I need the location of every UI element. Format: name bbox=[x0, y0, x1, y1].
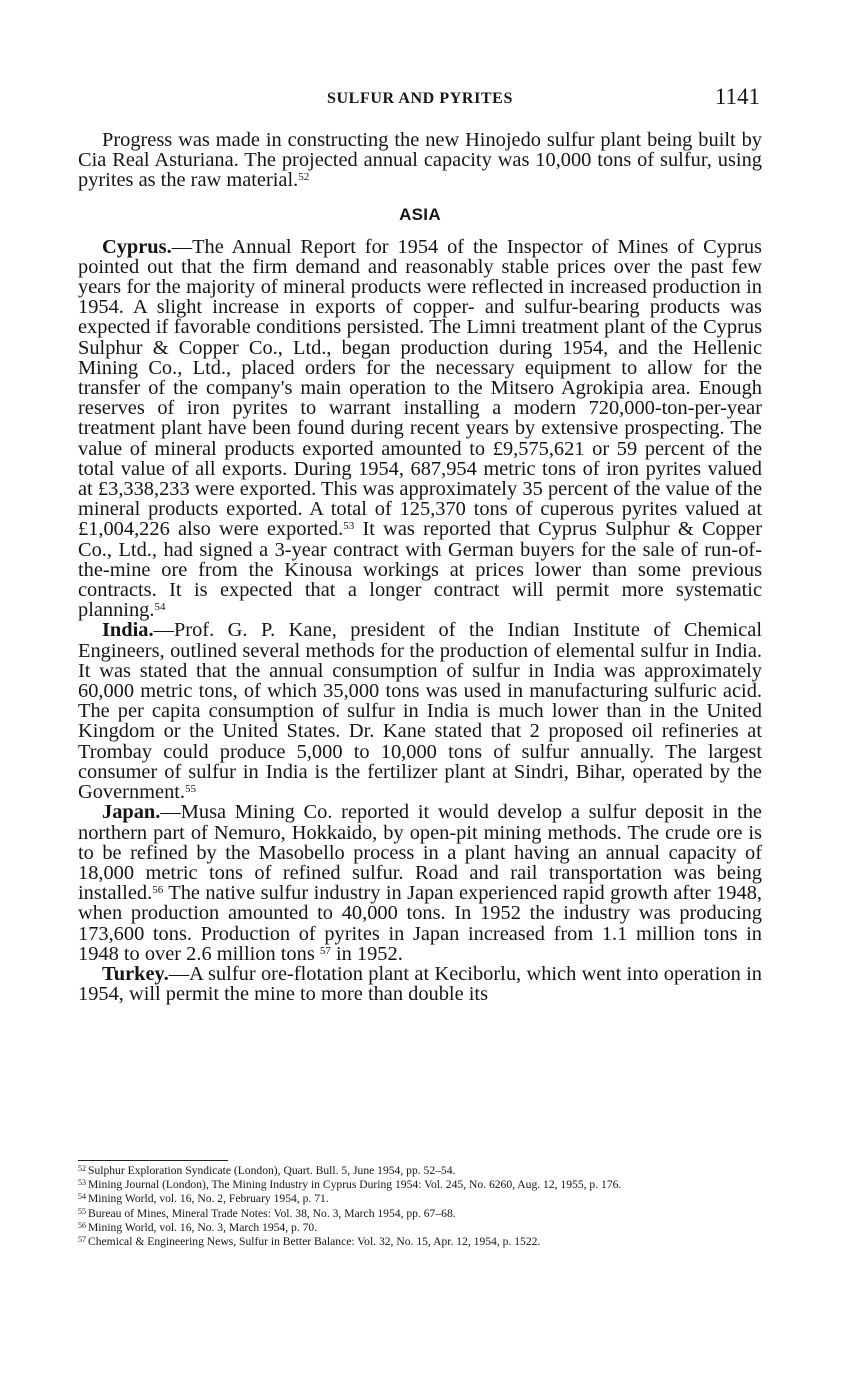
footnote bbox=[78, 1177, 762, 1191]
footnote-ref: 57 bbox=[319, 944, 331, 957]
footnote-number: 54 bbox=[78, 1192, 86, 1202]
footnote-number: 53 bbox=[78, 1178, 86, 1188]
paragraph-text: —Prof. G. P. Kane, president of the Indian Institute of Chemical Engineers, outlined several methods for the production of elemental sulfur in India. It was stated that the annual consumption of sulfur in India was approximately 60,000 metric tons, of which 35,000 tons was used in manufacturing sulfuric acid. The per capita consumption of sulfur in India is much lower than in the United Kingdom or the United States. Dr. Kane stated that 2 proposed oil refineries at Trombay could produce 5,000 to 10,000 tons of sulfur annually. The largest consumer of sulfur in India is the fertilizer plant at Sindri, Bihar, operated by the Government. bbox=[78, 619, 762, 804]
paragraph-turkey bbox=[78, 964, 762, 1004]
paragraph-text: It was reported that Cyprus Sulphur & Copper Co., Ltd., had signed a 3-year contract with German buyers for the sale of run-of-the-mine ore from the Kinousa workings at prices lower than some previous contracts. It is expected that a longer contract will permit more systematic planning. bbox=[78, 518, 762, 622]
paragraph-india bbox=[78, 620, 762, 802]
footnote-number: 57 bbox=[78, 1235, 86, 1245]
footnotes bbox=[78, 1163, 762, 1248]
footnote-text: Bureau of Mines, Mineral Trade Notes: Vol. 38, No. 3, March 1954, pp. 67–68. bbox=[88, 1206, 456, 1220]
paragraph-cyprus bbox=[78, 237, 762, 621]
page-number: 1141 bbox=[714, 84, 760, 109]
paragraph-text: —A sulfur ore-flotation plant at Keciborlu, which went into operation in 1954, will permit the mine to more than double its bbox=[78, 962, 762, 1006]
footnote-number: 55 bbox=[78, 1206, 86, 1216]
footnote-text: Mining World, vol. 16, No. 3, March 1954, p. 70. bbox=[88, 1220, 318, 1234]
footnote-text: Mining World, vol. 16, No. 2, February 1954, p. 71. bbox=[88, 1192, 329, 1206]
footnote-rule bbox=[78, 1160, 228, 1161]
footnote-number: 56 bbox=[78, 1220, 86, 1230]
footnote-text: Chemical & Engineering News, Sulfur in Better Balance: Vol. 32, No. 15, Apr. 12, 1954, p. 1522. bbox=[88, 1235, 541, 1249]
paragraph-japan bbox=[78, 802, 762, 964]
footnote-text: Sulphur Exploration Syndicate (London), Quart. Bull. 5, June 1954, pp. 52–54. bbox=[88, 1164, 456, 1177]
footnote bbox=[78, 1191, 762, 1205]
paragraph-text: Progress was made in constructing the new Hinojedo sulfur plant being built by Cia Real Asturiana. The projected annual capacity was 10,000 tons of sulfur, using pyrites as the raw material. bbox=[78, 129, 762, 192]
footnote-ref: 56 bbox=[152, 884, 164, 897]
footnote-ref: 55 bbox=[185, 783, 197, 796]
paragraph-text: The native sulfur industry in Japan experienced rapid growth after 1948, when production amounted to 40,000 tons. In 1952 the industry was producing 173,600 tons. Production of pyrites in Japan increased from 1.1 million tons in 1948 to over 2.6 million tons bbox=[78, 882, 762, 965]
footnote bbox=[78, 1206, 762, 1220]
footnote-ref: 53 bbox=[343, 520, 355, 533]
paragraph-text: —Musa Mining Co. reported it would develop a sulfur deposit in the northern part of Nemuro, Hokkaido, by open-pit mining methods. The crude ore is to be refined by the Masobello process in a plant having an annual capacity of 18,000 metric tons of refined sulfur. Road and rail transportation was being installed. bbox=[78, 801, 762, 905]
paragraph-spain bbox=[78, 130, 762, 191]
footnote bbox=[78, 1220, 762, 1234]
body-text bbox=[78, 130, 762, 1004]
runin-heading-turkey: Turkey. bbox=[102, 962, 169, 985]
footnote bbox=[78, 1234, 762, 1248]
paragraph-text: —The Annual Report for 1954 of the Inspector of Mines of Cyprus pointed out that the firm demand and reasonably stable prices over the past few years for the majority of mineral products were reflected in increased production in 1954. A slight increase in exports of copper- and sulfur-bearing products was expected if favorable conditions persisted. The Limni treatment plant of the Cyprus Sulphur & Copper Co., Ltd., began production during 1954, and the Hellenic Mining Co., Ltd., placed orders for the necessary equipment to allow for the transfer of the company's main operation to the Mitsero Agrokipia area. Enough reserves of iron pyrites to warrant installing a modern 720,000-ton-per-year treatment plant have been found during recent years by extensive prospecting. The value of mineral products exported amounted to £9,575,621 or 59 percent of the total value of all exports. During 1954, 687,954 metric tons of iron pyrites valued at £3,338,233 were exported. This was approximately 35 percent of the value of the mineral products exported. A total of 125,370 tons of cuperous pyrites valued at £1,004,226 also were exported. bbox=[78, 235, 762, 541]
runin-heading-japan: Japan. bbox=[102, 801, 161, 824]
footnote-ref: 54 bbox=[154, 601, 166, 614]
footnote-text: Mining Journal (London), The Mining Industry in Cyprus During 1954: Vol. 245, No. 6260, Aug. 12, 1955, p. 176. bbox=[88, 1178, 622, 1192]
footnote bbox=[78, 1163, 762, 1177]
paragraph-text: in 1952. bbox=[330, 942, 403, 965]
section-heading-asia: ASIA bbox=[399, 204, 441, 224]
footnote-number: 52 bbox=[78, 1164, 86, 1173]
footnote-ref: 52 bbox=[298, 171, 310, 184]
running-title: SULFUR AND PYRITES bbox=[327, 90, 513, 107]
running-header bbox=[80, 84, 760, 118]
runin-heading-cyprus: Cyprus. bbox=[102, 235, 172, 258]
runin-heading-india: India. bbox=[102, 619, 154, 642]
